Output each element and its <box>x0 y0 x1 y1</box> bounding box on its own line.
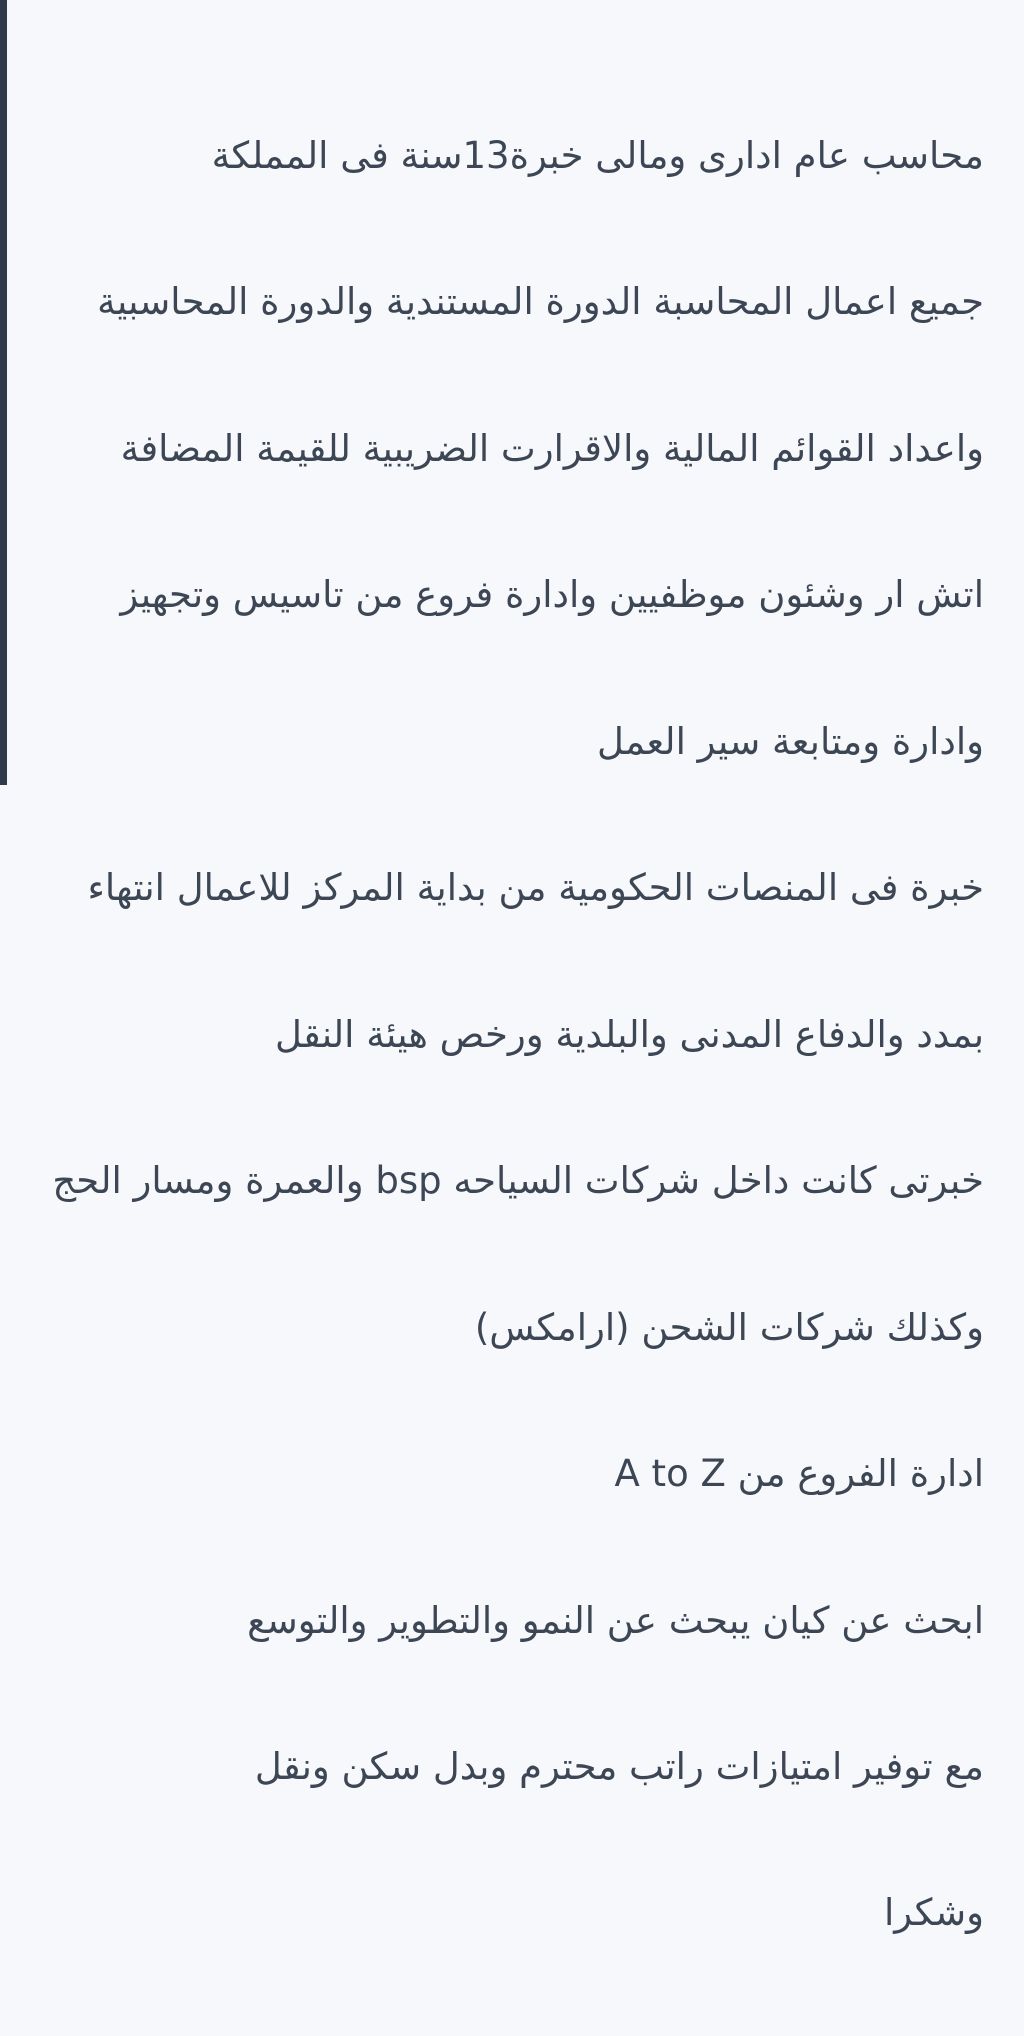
text-line: اتش ار وشئون موظفيين وادارة فروع من تاسيس وتجهيز <box>120 573 984 617</box>
text-line: خبرتى كانت داخل شركات السياحه bsp والعمرة ومسار الحج <box>52 1159 984 1203</box>
text-line: بمدد والدفاع المدنى والبلدية ورخص هيئة النقل <box>275 1012 984 1056</box>
text-line: واعداد القوائم المالية والاقرارت الضريبية للقيمة المضافة <box>120 426 984 470</box>
text-line: خبرة فى المنصات الحكومية من بداية المركز للاعمال انتهاء <box>87 866 984 910</box>
text-line: وكذلك شركات الشحن (ارامكس) <box>474 1305 984 1349</box>
text-line: ادارة الفروع من A to Z <box>614 1452 984 1496</box>
left-accent-rail <box>0 0 7 785</box>
post-body <box>41 34 984 2036</box>
text-line: ابحث عن كيان يبحث عن النمو والتطوير والتوسع <box>247 1598 984 1642</box>
text-line: محاسب عام ادارى ومالى خبرة13سنة فى المملكة <box>211 133 984 177</box>
document-content <box>7 0 1024 1935</box>
text-line: مع توفير امتيازات راتب محترم وبدل سكن ونقل <box>254 1744 984 1788</box>
text-line: وادارة ومتابعة سير العمل <box>597 719 984 763</box>
text-line: وشكرا <box>884 1891 984 1935</box>
text-line: جميع اعمال المحاسبة الدورة المستندية والدورة المحاسبية <box>97 280 984 324</box>
